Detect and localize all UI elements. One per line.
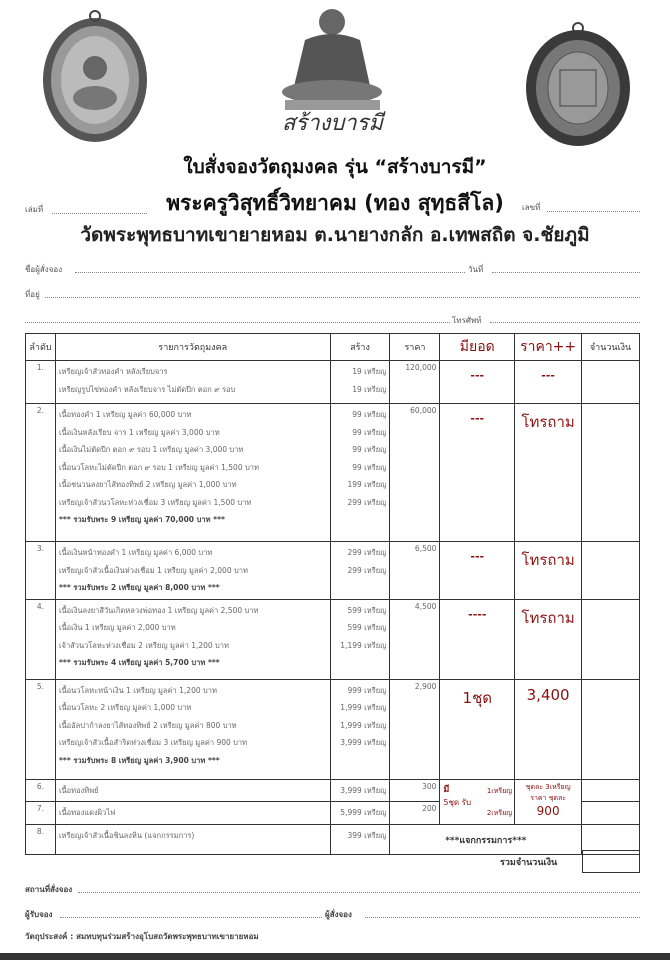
right-medallion-image bbox=[526, 23, 630, 146]
row-no: 7. bbox=[26, 802, 56, 825]
note-two: 2เหรียญ bbox=[486, 808, 513, 817]
qty-line: 3,999 เหรียญ bbox=[340, 785, 387, 795]
col-no: ลำดับ bbox=[26, 334, 56, 361]
row-price-plus: โทรถาม bbox=[515, 404, 582, 542]
bottom-border bbox=[0, 953, 670, 960]
row-avail: 1ชุด bbox=[440, 679, 515, 779]
form-title: ใบสั่งจองวัตถุมงคล รุ่น “สร้างบารมี” bbox=[183, 156, 487, 178]
col-qty: สร้าง bbox=[330, 334, 390, 361]
place-label: สถานที่สั่งจอง bbox=[25, 885, 73, 894]
row-amount[interactable] bbox=[582, 542, 640, 600]
name-field[interactable] bbox=[75, 272, 465, 273]
date-label: วันที่ bbox=[468, 265, 484, 274]
item-line: เหรียญเจ้าสัวนวโลหะห่วงเชื่อม 3 เหรียญ มูลค่า 1,500 บาท bbox=[58, 497, 252, 507]
row-qty bbox=[330, 599, 390, 679]
qty-line: 3,999 เหรียญ bbox=[340, 738, 387, 747]
order-table bbox=[25, 333, 640, 855]
table-header bbox=[26, 334, 640, 361]
row-items bbox=[55, 825, 330, 855]
qty-line: 5,999 เหรียญ bbox=[340, 808, 387, 817]
item-line: เนื้อเงินหน้าทองคำ 1 เหรียญ มูลค่า 6,000 บาท bbox=[58, 548, 213, 557]
date-field[interactable] bbox=[492, 272, 640, 273]
item-line: เนื้อทองแดงผิวไฟ bbox=[58, 808, 116, 817]
row-no: 2. bbox=[26, 404, 56, 542]
note-set-price: 900 bbox=[536, 803, 560, 818]
row-price-plus: 3,400 bbox=[515, 679, 582, 779]
row-qty bbox=[330, 542, 390, 600]
row-items bbox=[55, 599, 330, 679]
item-summary: *** รวมรับพระ 9 เหรียญ มูลค่า 70,000 บาท *** bbox=[58, 515, 225, 524]
table-row bbox=[26, 404, 640, 542]
row-amount[interactable] bbox=[582, 802, 640, 825]
row-price: 60,000 bbox=[390, 404, 440, 542]
qty-line: 19 เหรียญ bbox=[352, 384, 387, 394]
purpose-text: วัตถุประสงค์ : สมทบทุนร่วมสร้างอุโบสถวัดพระพุทธบาทเขายายหอม bbox=[25, 932, 259, 941]
item-line: เนื้อทองทิพย์ bbox=[58, 785, 99, 795]
set-price-note bbox=[515, 779, 582, 825]
item-line: เนื้ออัลปาก้าลงยาไส้ทองทิพย์ 2 เหรียญ มูลค่า 800 บาท bbox=[58, 720, 237, 730]
row-amount[interactable] bbox=[582, 779, 640, 802]
row-amount[interactable] bbox=[582, 404, 640, 542]
row-qty bbox=[330, 404, 390, 542]
item-line: เหรียญเจ้าสัวเนื้อชินลงหิน (แจกกรรมการ) bbox=[58, 831, 195, 840]
note-one: 1เหรียญ bbox=[486, 786, 513, 795]
row-qty bbox=[330, 361, 390, 404]
total-label: รวมจำนวนเงิน bbox=[500, 858, 558, 868]
row-price: 6,500 bbox=[390, 542, 440, 600]
row-price: 120,000 bbox=[390, 361, 440, 404]
row-price-plus: --- bbox=[515, 361, 582, 404]
row-avail: ---- bbox=[440, 599, 515, 679]
item-line: เนื้อเงิน 1 เหรียญ มูลค่า 2,000 บาท bbox=[58, 623, 176, 632]
item-line: เนื้อทองคำ 1 เหรียญ มูลค่า 60,000 บาท bbox=[58, 410, 192, 419]
receiver-label: ผู้รับจอง bbox=[25, 910, 53, 919]
row-no: 3. bbox=[26, 542, 56, 600]
phone-label: โทรศัพท์ bbox=[452, 316, 482, 325]
qty-line: 999 เหรียญ bbox=[347, 685, 387, 695]
table-row bbox=[26, 599, 640, 679]
row-qty bbox=[330, 802, 390, 825]
committee-note: ***แจกกรรมการ*** bbox=[390, 825, 582, 855]
qty-line: 99 เหรียญ bbox=[352, 462, 387, 472]
place-field[interactable] bbox=[78, 892, 640, 893]
row-no: 4. bbox=[26, 599, 56, 679]
item-summary: *** รวมรับพระ 4 เหรียญ มูลค่า 5,700 บาท *** bbox=[58, 658, 220, 667]
qty-line: 299 เหรียญ bbox=[347, 548, 387, 557]
row-price: 300 bbox=[390, 779, 440, 802]
item-summary: *** รวมรับพระ 2 เหรียญ มูลค่า 8,000 บาท *** bbox=[58, 583, 220, 592]
item-summary: *** รวมรับพระ 8 เหรียญ มูลค่า 3,900 บาท *** bbox=[58, 755, 220, 765]
book-no-field[interactable] bbox=[52, 213, 147, 214]
table-row bbox=[26, 361, 640, 404]
number-label: เลขที่ bbox=[522, 203, 541, 212]
item-line: เนื้อนวโลหะไม่ตัดปีก ตอก ๙ รอบ 1 เหรียญ มูลค่า 1,500 บาท bbox=[58, 462, 259, 472]
row-items bbox=[55, 802, 330, 825]
item-line: เนื้อนวโลหะ 2 เหรียญ มูลค่า 1,000 บาท bbox=[58, 703, 192, 712]
qty-line: 299 เหรียญ bbox=[347, 497, 387, 507]
row-amount[interactable] bbox=[582, 361, 640, 404]
table-row bbox=[26, 542, 640, 600]
total-amount-field[interactable] bbox=[582, 850, 640, 873]
row-items bbox=[55, 542, 330, 600]
note-avail-a: มี bbox=[443, 784, 450, 795]
table-row bbox=[26, 779, 640, 802]
phone-field[interactable] bbox=[490, 322, 640, 323]
qty-line: 1,199 เหรียญ bbox=[340, 640, 387, 650]
row-price: 200 bbox=[390, 802, 440, 825]
left-medallion-image bbox=[43, 11, 147, 142]
orderer-label: ผู้สั่งจอง bbox=[325, 910, 352, 919]
item-line: เจ้าสัวนวโลหะห่วงเชื่อม 2 เหรียญ มูลค่า 1,200 บาท bbox=[58, 640, 229, 650]
row-avail: --- bbox=[440, 542, 515, 600]
row-avail: --- bbox=[440, 404, 515, 542]
note-set-b: ราคา ชุดละ bbox=[530, 793, 567, 802]
col-amount: จำนวนเงิน bbox=[582, 334, 640, 361]
row-items bbox=[55, 404, 330, 542]
item-line: เหรียญรูปไข่ทองคำ หลังเรียบจาร ไม่ตัดปีก ตอก ๙ รอบ bbox=[58, 384, 236, 394]
qty-line: 599 เหรียญ bbox=[347, 623, 387, 632]
col-price: ราคา bbox=[390, 334, 440, 361]
name-label: ชื่อผู้สั่งจอง bbox=[25, 265, 63, 274]
item-line: เหรียญเจ้าสัวเนื้อสำริดห่วงเชื่อม 3 เหรียญ มูลค่า 900 บาท bbox=[58, 738, 248, 747]
logo-text: สร้างบารมี bbox=[282, 111, 383, 136]
qty-line: 1,999 เหรียญ bbox=[340, 703, 387, 712]
qty-line: 99 เหรียญ bbox=[352, 410, 387, 419]
temple-name: วัดพระพุทธบาทเขายายหอม ต.นายางกลัก อ.เทพสถิต จ.ชัยภูมิ bbox=[80, 224, 590, 246]
qty-line: 99 เหรียญ bbox=[352, 445, 387, 454]
number-field[interactable] bbox=[547, 211, 640, 212]
col-item: รายการวัตถุมงคล bbox=[55, 334, 330, 361]
item-line: เนื้อเงินไม่ตัดปีก ตอก ๙ รอบ 1 เหรียญ มูลค่า 3,000 บาท bbox=[58, 445, 244, 454]
row-no: 5. bbox=[26, 679, 56, 779]
col-price-plus: ราคา++ bbox=[515, 334, 582, 361]
row-items bbox=[55, 779, 330, 802]
row-avail: --- bbox=[440, 361, 515, 404]
row-no: 8. bbox=[26, 825, 56, 855]
note-avail-b: 5ชุด รับ bbox=[443, 797, 472, 807]
qty-line: 599 เหรียญ bbox=[347, 605, 387, 615]
qty-line: 99 เหรียญ bbox=[352, 427, 387, 437]
address-label: ที่อยู่ bbox=[25, 290, 40, 299]
item-line: เหรียญเจ้าสัวเนื้อเงินห่วงเชื่อม 1 เหรียญ มูลค่า 2,000 บาท bbox=[58, 565, 248, 575]
row-no: 6. bbox=[26, 779, 56, 802]
item-line: เนื้อเงินหลังเรียบ จาร 1 เหรียญ มูลค่า 3,000 บาท bbox=[58, 427, 220, 437]
note-set-a: ชุดละ 3เหรียญ bbox=[525, 782, 571, 791]
row-price-plus: โทรถาม bbox=[515, 599, 582, 679]
address-field[interactable] bbox=[45, 297, 640, 298]
row-qty bbox=[330, 679, 390, 779]
row-price: 2,900 bbox=[390, 679, 440, 779]
row-items bbox=[55, 679, 330, 779]
table-row bbox=[26, 825, 640, 855]
qty-line: 1,999 เหรียญ bbox=[340, 720, 387, 730]
row-qty bbox=[330, 779, 390, 802]
receiver-field[interactable] bbox=[60, 917, 322, 918]
table-row bbox=[26, 679, 640, 779]
address-field-2[interactable] bbox=[25, 322, 450, 323]
item-line: เนื้อชนวนลงยาไส้ทองทิพย์ 2 เหรียญ มูลค่า 1,000 บาท bbox=[58, 480, 237, 489]
monk-image bbox=[282, 9, 382, 110]
orderer-field[interactable] bbox=[365, 917, 640, 918]
row-amount[interactable] bbox=[582, 679, 640, 779]
row-no: 1. bbox=[26, 361, 56, 404]
monk-name: พระครูวิสุทธิ์วิทยาคม (ทอง สุทฺธสีโล) bbox=[166, 191, 504, 215]
set-note bbox=[440, 779, 515, 825]
item-line: เหรียญเจ้าสัวทองคำ หลังเรียบจาร bbox=[58, 367, 168, 376]
item-line: เนื้อเงินลงยาสีวันเกิดหลวงพ่อทอง 1 เหรียญ มูลค่า 2,500 บาท bbox=[58, 605, 259, 615]
qty-line: 19 เหรียญ bbox=[352, 367, 387, 376]
row-price: 4,500 bbox=[390, 599, 440, 679]
book-no-label: เล่มที่ bbox=[25, 205, 44, 214]
qty-line: 299 เหรียญ bbox=[347, 565, 387, 575]
item-line: เนื้อนวโลหะหน้าเงิน 1 เหรียญ มูลค่า 1,200 บาท bbox=[58, 685, 217, 695]
row-amount[interactable] bbox=[582, 599, 640, 679]
qty-line: 399 เหรียญ bbox=[347, 831, 387, 840]
row-price-plus: โทรถาม bbox=[515, 542, 582, 600]
row-items bbox=[55, 361, 330, 404]
row-qty bbox=[330, 825, 390, 855]
qty-line: 199 เหรียญ bbox=[347, 480, 387, 489]
col-avail: มียอด bbox=[440, 334, 515, 361]
